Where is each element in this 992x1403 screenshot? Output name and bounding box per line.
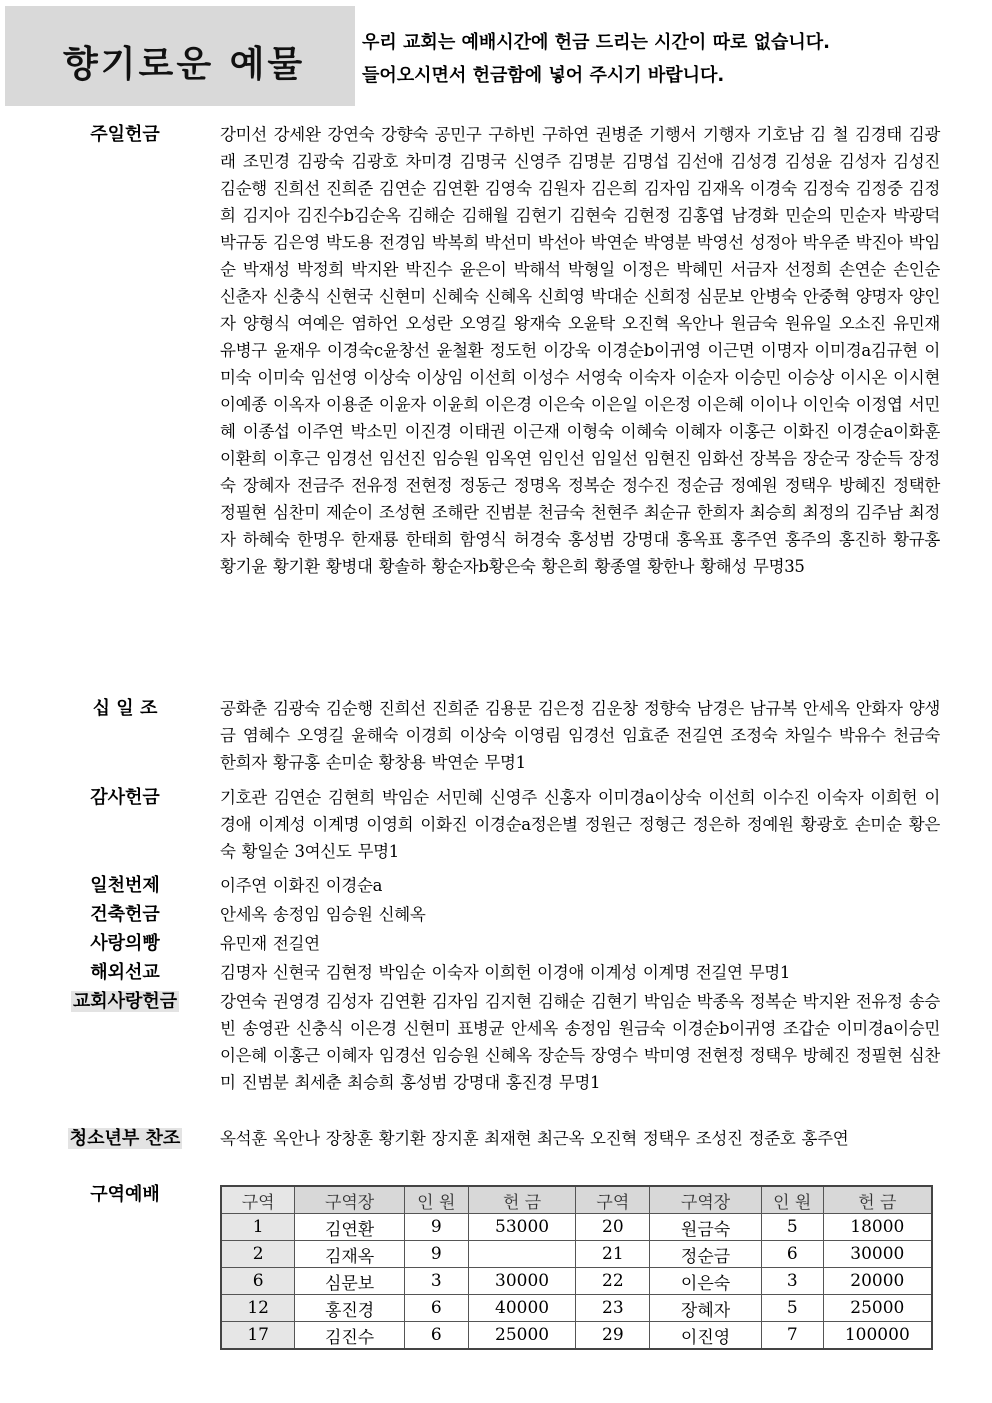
thanks-offering-names: 기호관 김연순 김현희 박임순 서민혜 신영주 신홍자 이미경a이상숙 이선희 이수진 이숙자 이희헌 이경애 이계성 이계명 이영희 이화진 이경순a정은별 정원근 정형근 정은하 정예원 황광호 손미순 황은숙 황일순 3여신도 무명1 <box>220 788 940 861</box>
table-cell: 홍진경 <box>295 1295 405 1322</box>
column-header: 구역장 <box>650 1186 762 1214</box>
table-cell: 20 <box>576 1214 650 1241</box>
youth-support-names: 옥석훈 옥안나 장창훈 황기환 장지훈 최재현 최근옥 오진혁 정택우 조성진 정준호 홍주연 <box>220 1129 849 1148</box>
table-cell: 1 <box>221 1214 295 1241</box>
sunday-offering-label: 주일헌금 <box>90 124 160 145</box>
table-cell: 9 <box>404 1214 468 1241</box>
table-cell: 6 <box>404 1322 468 1350</box>
column-header: 인 원 <box>761 1186 823 1214</box>
table-row <box>221 1322 932 1350</box>
building-offering-label: 건축헌금 <box>90 904 160 925</box>
thousand-offering-names: 이주연 이화진 이경순a <box>220 876 383 895</box>
table-cell: 30000 <box>468 1268 576 1295</box>
table-cell: 이은숙 <box>650 1268 762 1295</box>
table-cell: 100000 <box>823 1322 932 1350</box>
church-love-offering-names: 강연숙 권영경 김성자 김연환 김자임 김지현 김해순 김현기 박임순 박종옥 정복순 박지완 전유정 송승빈 송영관 신충식 이은경 신현미 표병균 안세옥 송정임 원금숙 이경순b이귀영 조갑순 이미경a이승민 이은혜 이홍근 이혜자 임경선 임승원 신혜옥 장순득 장영수 박미영 전현정 정택우 방혜진 정필현 심찬미 진범분 최세춘 최승희 홍성범 강명대 홍진경 무명1 <box>220 992 940 1092</box>
table-cell: 25000 <box>823 1295 932 1322</box>
column-header: 헌 금 <box>468 1186 576 1214</box>
offering-notice <box>362 26 962 92</box>
table-row <box>221 1214 932 1241</box>
table-cell: 정순금 <box>650 1241 762 1268</box>
table-cell: 40000 <box>468 1295 576 1322</box>
notice-line-2: 들어오시면서 헌금함에 넣어 주시기 바랍니다. <box>362 65 725 86</box>
zone-worship-table <box>220 1185 933 1350</box>
zone-worship-label: 구역예배 <box>90 1184 160 1205</box>
table-cell: 5 <box>761 1214 823 1241</box>
zone-table-header-row <box>221 1186 932 1214</box>
table-cell: 30000 <box>823 1241 932 1268</box>
column-header: 인 원 <box>404 1186 468 1214</box>
table-cell: 53000 <box>468 1214 576 1241</box>
table-cell: 21 <box>576 1241 650 1268</box>
table-cell: 25000 <box>468 1322 576 1350</box>
table-cell: 18000 <box>823 1214 932 1241</box>
table-cell: 이진영 <box>650 1322 762 1350</box>
church-love-offering-label: 교회사랑헌금 <box>72 991 178 1012</box>
table-cell: 6 <box>221 1268 295 1295</box>
table-cell: 6 <box>761 1241 823 1268</box>
table-cell: 2 <box>221 1241 295 1268</box>
table-cell: 김진수 <box>295 1322 405 1350</box>
table-cell: 심문보 <box>295 1268 405 1295</box>
table-row <box>221 1241 932 1268</box>
table-row <box>221 1268 932 1295</box>
table-cell: 원금숙 <box>650 1214 762 1241</box>
column-header: 헌 금 <box>823 1186 932 1214</box>
sunday-offering-names: 강미선 강세완 강연숙 강향숙 공민구 구하빈 구하연 권병준 기행서 기행자 기호남 김 철 김경태 김광래 조민경 김광숙 김광호 차미경 김명국 신영주 김명분 김명섭 김선애 김성경 김성윤 김성자 김성진 김순행 진희선 진희준 김연순 김연환 김영숙 김원자 김은희 김자임 김재옥 이경숙 김정숙 김정중 김정희 김지아 김진수b김순옥 김해순 김해월 김현기 김현숙 김현정 김홍엽 남경화 민순의 민순자 박광덕 박규동 김은영 박도용 전경임 박복희 박선미 박선아 박연순 박영분 박영선 성정아 박우준 박진아 박임순 박재성 박정희 박지완 박진수 윤은이 박해석 박형일 이정은 박혜민 서금자 선정희 손연순 손인순 신춘자 신충식 신현국 신현미 신혜숙 신혜옥 신희영 박대순 신희정 심문보 안병숙 안중혁 양명자 양인자 양형식 여예은 염하언 오성란 오영길 왕재숙 오윤탁 오진혁 옥안나 원금숙 원유일 오소진 유민재 유병구 윤재우 이경숙c윤창선 윤철환 정도헌 이강욱 이경순b이귀영 이근면 이명자 이미경a김규현 이미숙 이미숙 임선영 이상숙 이상임 이선희 이성수 서영숙 이숙자 이순자 이승민 이승상 이시온 이시현 이예종 이옥자 이용준 이윤자 이윤희 이은경 이은숙 이은일 이은정 이은혜 이이나 이인숙 이정엽 서민혜 이종섭 이주연 박소민 이진경 이태권 이근재 이형숙 이혜숙 이혜자 이홍근 이화진 이경순a이화훈 이환희 이후근 임경선 임선진 임승원 임옥연 임인선 임일선 임현진 임화선 장복음 장순국 장순득 장정숙 장혜자 전금주 전유정 전현정 정동근 정명옥 정복순 정수진 정순금 정예원 정택우 방혜진 정택한 정필현 심찬미 제순이 조성현 조해란 진범분 천금숙 천현주 최순규 한희자 최승희 최정의 김주남 최정자 하혜숙 한명우 한재룡 한태희 함영식 허경숙 홍성범 강명대 홍옥표 홍주연 홍주의 홍진하 황규홍 황기윤 황기환 황병대 황솔하 황순자b황은숙 황은희 황종열 황한나 황해성 무명35 <box>220 125 940 576</box>
table-cell <box>468 1241 576 1268</box>
table-cell: 5 <box>761 1295 823 1322</box>
table-cell: 23 <box>576 1295 650 1322</box>
bread-of-love-label: 사랑의빵 <box>90 933 160 954</box>
column-header: 구역 <box>576 1186 650 1214</box>
table-cell: 22 <box>576 1268 650 1295</box>
bread-of-love-names: 유민재 전길연 <box>220 934 320 953</box>
overseas-mission-names: 김명자 신현국 김현정 박임순 이숙자 이희헌 이경애 이계성 이계명 전길연 무명1 <box>220 963 791 982</box>
column-header: 구역 <box>221 1186 295 1214</box>
table-cell: 3 <box>761 1268 823 1295</box>
thanks-offering-label: 감사헌금 <box>90 787 160 808</box>
page-title: 향기로운 예물 <box>63 44 306 85</box>
table-cell: 12 <box>221 1295 295 1322</box>
column-header: 구역장 <box>295 1186 405 1214</box>
table-cell: 9 <box>404 1241 468 1268</box>
table-cell: 장혜자 <box>650 1295 762 1322</box>
tithe-label: 십 일 조 <box>92 698 158 719</box>
table-cell: 7 <box>761 1322 823 1350</box>
table-cell: 17 <box>221 1322 295 1350</box>
youth-support-label: 청소년부 찬조 <box>69 1128 181 1149</box>
table-cell: 3 <box>404 1268 468 1295</box>
table-cell: 29 <box>576 1322 650 1350</box>
building-offering-names: 안세옥 송정임 임승원 신혜옥 <box>220 905 426 924</box>
title-box <box>5 6 355 106</box>
table-row <box>221 1295 932 1322</box>
tithe-names: 공화춘 김광숙 김순행 진희선 진희준 김용문 김은정 김운창 정향숙 남경은 남규복 안세옥 안화자 양생금 염혜수 오영길 윤해숙 이경희 이상숙 이영림 임경선 임효준 전길연 조정숙 차일수 박유수 천금숙 한희자 황규홍 손미순 황창용 박연순 무명1 <box>220 699 940 772</box>
notice-line-1: 우리 교회는 예배시간에 헌금 드리는 시간이 따로 없습니다. <box>362 32 831 53</box>
table-cell: 김재옥 <box>295 1241 405 1268</box>
overseas-mission-label: 해외선교 <box>90 962 160 983</box>
thousand-offering-label: 일천번제 <box>90 875 160 896</box>
table-cell: 김연환 <box>295 1214 405 1241</box>
table-cell: 20000 <box>823 1268 932 1295</box>
table-cell: 6 <box>404 1295 468 1322</box>
